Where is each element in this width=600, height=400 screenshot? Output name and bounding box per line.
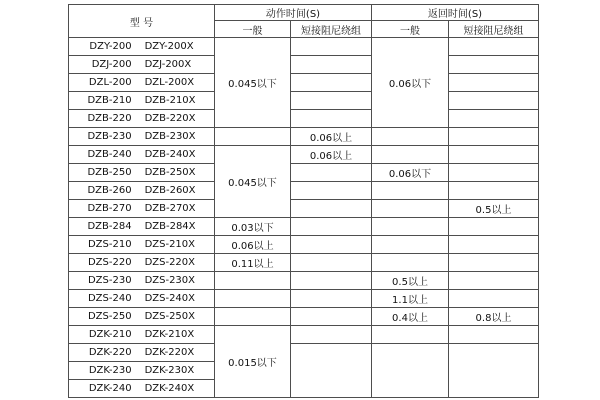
- table-row: [69, 218, 539, 236]
- model-cell: [69, 182, 215, 200]
- value-cell-return_general: [372, 218, 449, 236]
- header-action-time: 动作时间(S): [215, 5, 372, 21]
- model-name: DZB-270X: [144, 203, 196, 214]
- table-body: [69, 38, 539, 398]
- model-cell: [69, 254, 215, 272]
- model-name: DZY-200: [89, 41, 132, 52]
- model-name: DZS-250X: [144, 311, 196, 322]
- value-cell-return_general: [372, 344, 449, 398]
- value-cell-return_general: 0.5以上: [372, 272, 449, 290]
- value-cell-return_damped: [449, 182, 539, 200]
- model-cell: [69, 56, 215, 74]
- table-row: [69, 182, 539, 200]
- model-name: DZB-284: [87, 221, 132, 232]
- model-name: DZS-220X: [144, 257, 196, 268]
- table-row: [69, 74, 539, 92]
- value-cell-return_damped: [449, 128, 539, 146]
- value-cell-action_damped: [291, 236, 372, 254]
- value-cell-return_damped: [449, 74, 539, 92]
- value-cell-action_general: [215, 128, 291, 146]
- model-name: DZB-270: [87, 203, 132, 214]
- value-cell-action_damped: [291, 200, 372, 218]
- model-name: DZS-210: [87, 239, 132, 250]
- header-return-time: 返回时间(S): [372, 5, 539, 21]
- model-name: DZB-230: [87, 131, 132, 142]
- value-cell-return_damped: [449, 56, 539, 74]
- model-name: DZJ-200: [91, 59, 132, 70]
- model-cell: [69, 128, 215, 146]
- value-cell-return_damped: [449, 272, 539, 290]
- table-row: [69, 272, 539, 290]
- value-cell-action_general: 0.045以下: [215, 38, 291, 128]
- model-pair: [69, 239, 214, 250]
- header-model: 型 号: [69, 5, 215, 38]
- header-action-damped-winding: 短接阻尼绕组: [291, 21, 372, 38]
- model-name: DZK-230: [88, 365, 132, 376]
- value-cell-return_general: 0.06以下: [372, 38, 449, 128]
- value-cell-action_damped: 0.06以上: [291, 146, 372, 164]
- model-cell: [69, 74, 215, 92]
- model-pair: [69, 221, 214, 232]
- table-row: [69, 200, 539, 218]
- model-name: DZS-230X: [144, 275, 196, 286]
- value-cell-action_general: 0.015以下: [215, 326, 291, 398]
- value-cell-action_damped: [291, 218, 372, 236]
- value-cell-return_damped: 0.5以上: [449, 200, 539, 218]
- model-name: DZB-250: [87, 167, 132, 178]
- model-pair: [69, 383, 214, 394]
- model-name: DZK-240: [88, 383, 132, 394]
- value-cell-action_general: 0.06以上: [215, 236, 291, 254]
- table-row: [69, 38, 539, 56]
- model-pair: [69, 149, 214, 160]
- model-name: DZB-284X: [144, 221, 196, 232]
- table-row: [69, 56, 539, 74]
- value-cell-return_general: [372, 236, 449, 254]
- value-cell-action_damped: [291, 38, 372, 56]
- value-cell-action_general: [215, 308, 291, 326]
- value-cell-return_general: [372, 200, 449, 218]
- model-cell: [69, 200, 215, 218]
- value-cell-return_general: 1.1以上: [372, 290, 449, 308]
- model-name: DZS-230: [87, 275, 132, 286]
- model-cell: [69, 344, 215, 362]
- model-name: DZL-200X: [144, 77, 195, 88]
- model-name: DZS-220: [87, 257, 132, 268]
- value-cell-return_damped: [449, 110, 539, 128]
- model-pair: [69, 347, 214, 358]
- model-cell: [69, 110, 215, 128]
- header-return-general: 一般: [372, 21, 449, 38]
- model-name: DZK-220: [88, 347, 132, 358]
- value-cell-action_damped: 0.06以上: [291, 128, 372, 146]
- value-cell-return_damped: [449, 344, 539, 398]
- model-name: DZJ-200X: [144, 59, 192, 70]
- model-pair: [69, 257, 214, 268]
- model-pair: [69, 131, 214, 142]
- model-cell: [69, 326, 215, 344]
- model-name: DZS-240X: [144, 293, 196, 304]
- model-cell: [69, 38, 215, 56]
- model-name: DZB-260: [87, 185, 132, 196]
- model-pair: [69, 311, 214, 322]
- value-cell-action_damped: [291, 308, 372, 326]
- table-row: [69, 254, 539, 272]
- model-name: DZB-210: [87, 95, 132, 106]
- value-cell-return_damped: 0.8以上: [449, 308, 539, 326]
- table-row: [69, 344, 539, 362]
- value-cell-action_damped: [291, 290, 372, 308]
- model-pair: [69, 41, 214, 52]
- value-cell-return_damped: [449, 164, 539, 182]
- value-cell-return_general: 0.06以下: [372, 164, 449, 182]
- table-row: [69, 146, 539, 164]
- model-pair: [69, 275, 214, 286]
- model-cell: [69, 164, 215, 182]
- model-name: DZB-240: [87, 149, 132, 160]
- value-cell-action_damped: [291, 326, 372, 344]
- model-cell: [69, 308, 215, 326]
- model-cell: [69, 272, 215, 290]
- model-name: DZL-200: [88, 77, 132, 88]
- model-pair: [69, 293, 214, 304]
- table-row: [69, 326, 539, 344]
- model-name: DZB-240X: [144, 149, 196, 160]
- model-pair: [69, 329, 214, 340]
- value-cell-action_damped: [291, 254, 372, 272]
- table-row: [69, 290, 539, 308]
- model-pair: [69, 95, 214, 106]
- model-name: DZK-230X: [144, 365, 195, 376]
- model-name: DZB-230X: [144, 131, 196, 142]
- value-cell-return_general: [372, 182, 449, 200]
- value-cell-return_general: [372, 146, 449, 164]
- model-pair: [69, 365, 214, 376]
- value-cell-action_damped: [291, 164, 372, 182]
- header-row-groups: [69, 5, 539, 21]
- model-name: DZK-210X: [144, 329, 195, 340]
- value-cell-action_damped: [291, 56, 372, 74]
- value-cell-return_damped: [449, 326, 539, 344]
- model-name: DZB-260X: [144, 185, 196, 196]
- table-row: [69, 236, 539, 254]
- value-cell-action_damped: [291, 344, 372, 398]
- table-header: [69, 5, 539, 38]
- model-pair: [69, 77, 214, 88]
- model-pair: [69, 185, 214, 196]
- value-cell-action_damped: [291, 74, 372, 92]
- model-name: DZB-220X: [144, 113, 196, 124]
- model-name: DZK-210: [88, 329, 132, 340]
- model-cell: [69, 380, 215, 398]
- value-cell-action_general: 0.11以上: [215, 254, 291, 272]
- value-cell-return_damped: [449, 146, 539, 164]
- model-pair: [69, 167, 214, 178]
- table-row: [69, 110, 539, 128]
- table-row: [69, 92, 539, 110]
- model-cell: [69, 236, 215, 254]
- model-cell: [69, 218, 215, 236]
- value-cell-action_damped: [291, 272, 372, 290]
- model-cell: [69, 290, 215, 308]
- value-cell-return_damped: [449, 38, 539, 56]
- value-cell-return_damped: [449, 218, 539, 236]
- spec-table-container: [68, 4, 539, 398]
- spec-table: [68, 4, 539, 398]
- model-name: DZS-250: [87, 311, 132, 322]
- model-name: DZK-220X: [144, 347, 195, 358]
- model-name: DZB-220: [87, 113, 132, 124]
- model-pair: [69, 203, 214, 214]
- model-name: DZB-250X: [144, 167, 196, 178]
- header-action-general: 一般: [215, 21, 291, 38]
- model-name: DZK-240X: [144, 383, 195, 394]
- value-cell-action_damped: [291, 110, 372, 128]
- value-cell-action_general: [215, 290, 291, 308]
- value-cell-return_damped: [449, 254, 539, 272]
- value-cell-return_general: 0.4以上: [372, 308, 449, 326]
- model-pair: [69, 113, 214, 124]
- model-cell: [69, 146, 215, 164]
- value-cell-return_general: [372, 254, 449, 272]
- value-cell-action_damped: [291, 92, 372, 110]
- value-cell-action_general: 0.03以下: [215, 218, 291, 236]
- value-cell-action_damped: [291, 182, 372, 200]
- value-cell-return_damped: [449, 236, 539, 254]
- value-cell-return_damped: [449, 290, 539, 308]
- table-row: [69, 128, 539, 146]
- model-name: DZS-240: [87, 293, 132, 304]
- model-cell: [69, 92, 215, 110]
- model-cell: [69, 362, 215, 380]
- model-name: DZB-210X: [144, 95, 196, 106]
- header-return-damped-winding: 短接阻尼绕组: [449, 21, 539, 38]
- table-row: [69, 164, 539, 182]
- model-pair: [69, 59, 214, 70]
- value-cell-return_damped: [449, 92, 539, 110]
- value-cell-action_general: [215, 272, 291, 290]
- model-name: DZY-200X: [144, 41, 194, 52]
- value-cell-return_general: [372, 128, 449, 146]
- value-cell-action_general: 0.045以下: [215, 146, 291, 218]
- model-name: DZS-210X: [144, 239, 196, 250]
- table-row: [69, 308, 539, 326]
- value-cell-return_general: [372, 326, 449, 344]
